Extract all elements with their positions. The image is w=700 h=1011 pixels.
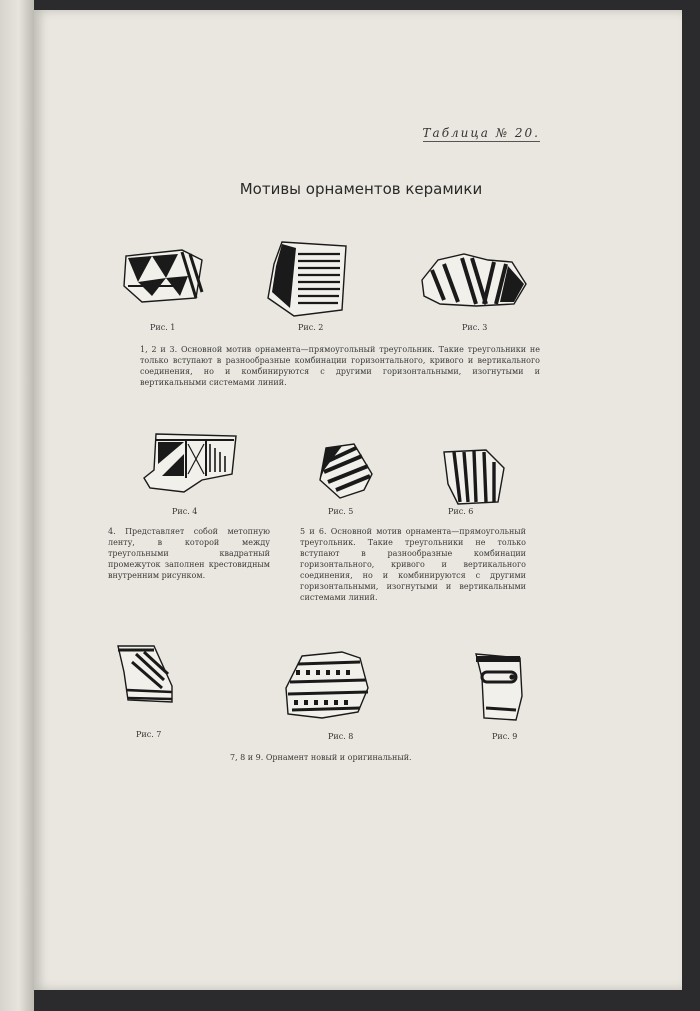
figure-9-caption: Рис. 9 — [492, 732, 518, 741]
figure-7-caption: Рис. 7 — [136, 730, 162, 739]
figure-4-caption: Рис. 4 — [172, 507, 198, 516]
description-figures-7-9: 7, 8 и 9. Орнамент новый и оригинальный. — [230, 753, 412, 762]
figure-3-sherd — [418, 250, 528, 310]
description-figure-4: 4. Представляет собой метопную ленту, в которой между треугольными квадратный промежуток заполнен крестовидным внутренним рисунком. — [108, 527, 270, 580]
figure-2-sherd — [264, 238, 350, 318]
figure-5-caption: Рис. 5 — [328, 507, 354, 516]
table-number-label: Таблица № 20. — [422, 126, 540, 140]
figure-6-caption: Рис. 6 — [448, 507, 474, 516]
figure-6-sherd — [438, 446, 508, 506]
figure-3-caption: Рис. 3 — [462, 323, 488, 332]
figure-8-sherd — [282, 648, 372, 722]
description-figures-5-6: 5 и 6. Основной мотив орнамента—прямоугольный треугольник. Такие треугольники не только вступают в разнообразные комбинации горизонтального, кривого и вертикального соединения, но и комбинируются с другими горизонтальными, изогнутыми и вертикальными системами линий. — [300, 527, 526, 602]
figure-4-sherd — [138, 430, 240, 496]
figure-9-sherd — [472, 650, 528, 722]
figure-1-caption: Рис. 1 — [150, 323, 176, 332]
page-title: Мотивы орнаментов керамики — [239, 180, 483, 198]
figure-1-sherd — [122, 246, 204, 304]
figure-5-sherd — [316, 440, 378, 502]
description-figures-1-3: 1, 2 и 3. Основной мотив орнамента—прямоугольный треугольник. Такие треугольники не только вступают в разнообразные комбинации горизонтального, кривого и вертикального соединения, но и комбинируются с другими горизонтальными, изогнутыми и вертикальными системами линий. — [140, 345, 540, 387]
figure-7-sherd — [114, 642, 176, 706]
figure-8-caption: Рис. 8 — [328, 732, 354, 741]
book-page — [34, 10, 682, 990]
figure-2-caption: Рис. 2 — [298, 323, 324, 332]
book-spine — [0, 0, 34, 1011]
